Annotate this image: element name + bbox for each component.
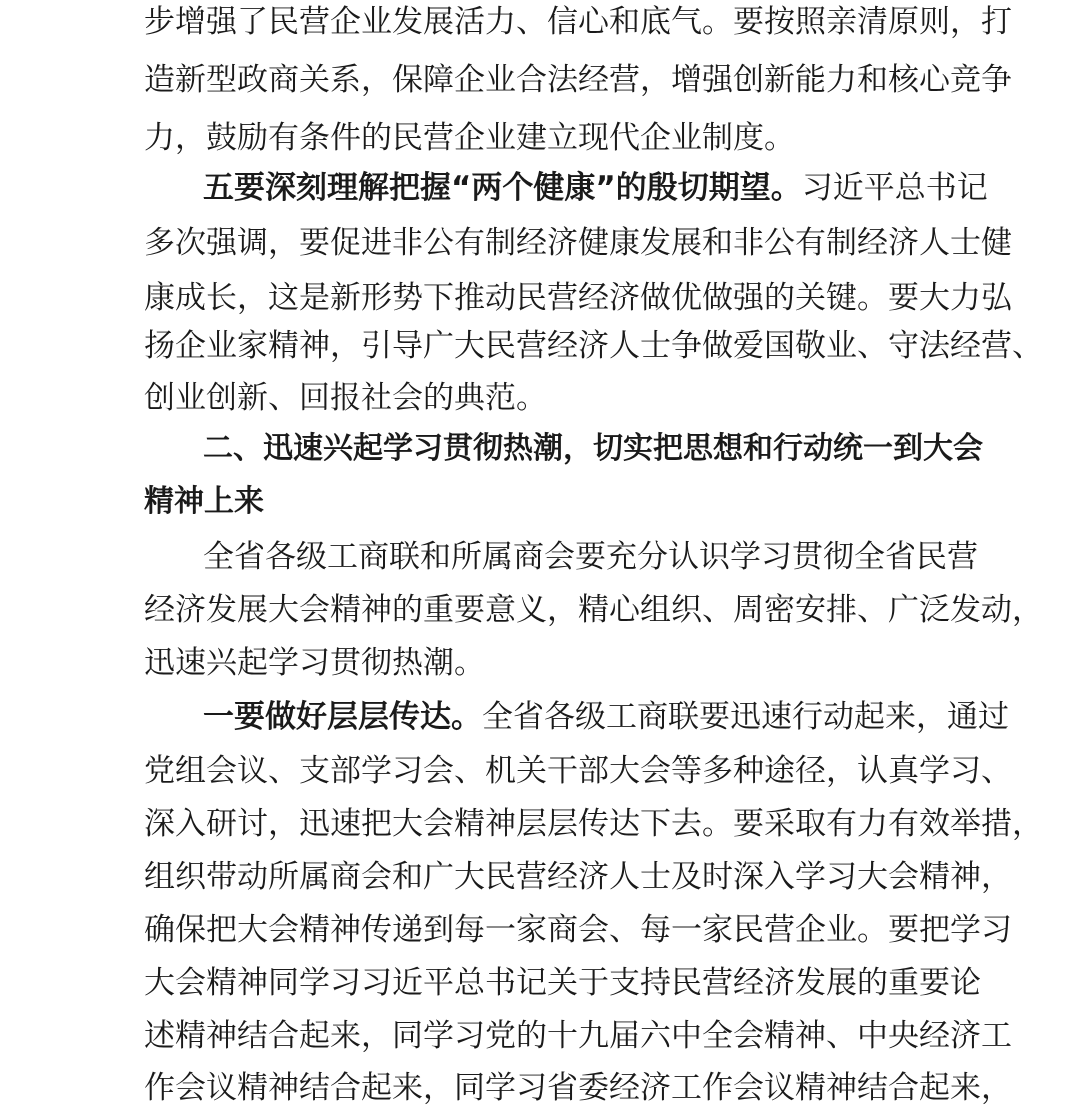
section-heading-continued: 精神上来	[144, 484, 264, 519]
text-line: 多次强调，要促进非公有制经济健康发展和非公有制经济人士健	[144, 225, 1012, 261]
text-line: 组织带动所属商会和广大民营经济人士及时深入学习大会精神，	[144, 859, 1012, 895]
text-line: 深入研讨，迅速把大会精神层层传达下去。要采取有力有效举措，	[144, 806, 1043, 842]
text-line: 步增强了民营企业发展活力、信心和底气。要按照亲清原则，打	[144, 4, 1012, 40]
text-line: 经济发展大会精神的重要意义，精心组织、周密安排、广泛发动，	[144, 592, 1043, 628]
text-line: 康成长，这是新形势下推动民营经济做优做强的关键。要大力弘	[144, 280, 1012, 316]
paragraph-first-line	[203, 697, 1009, 737]
text-line: 力，鼓励有条件的民营企业建立现代企业制度。	[144, 120, 795, 156]
section-heading: 二、迅速兴起学习贯彻热潮，切实把思想和行动统一到大会	[203, 431, 983, 466]
text-line: 述精神结合起来，同学习党的十九届六中全会精神、中央经济工	[144, 1018, 1012, 1054]
text-line: 大会精神同学习习近平总书记关于支持民营经济发展的重要论	[144, 965, 981, 1001]
point-one-text: 全省各级工商联要迅速行动起来，通过	[482, 699, 1009, 735]
text-line: 迅速兴起学习贯彻热潮。	[144, 645, 485, 681]
point-five-text: 习近平总书记	[801, 170, 988, 206]
paragraph-first-line: 全省各级工商联和所属商会要充分认识学习贯彻全省民营	[203, 539, 978, 575]
text-line: 创业创新、回报社会的典范。	[144, 380, 547, 416]
text-line: 确保把大会精神传递到每一家商会、每一家民营企业。要把学习	[144, 912, 1012, 948]
text-line: 造新型政商关系，保障企业合法经营，增强创新能力和核心竞争	[144, 62, 1012, 98]
point-five-lead: 五要深刻理解把握“两个健康”的殷切期望。	[203, 170, 802, 206]
text-line: 扬企业家精神，引导广大民营经济人士争做爱国敬业、守法经营、	[144, 328, 1043, 364]
paragraph-first-line	[203, 168, 988, 208]
point-one-lead: 一要做好层层传达。	[203, 699, 482, 735]
text-line: 作会议精神结合起来，同学习省委经济工作会议精神结合起来，	[144, 1070, 1012, 1106]
text-line: 党组会议、支部学习会、机关干部大会等多种途径，认真学习、	[144, 753, 1012, 789]
